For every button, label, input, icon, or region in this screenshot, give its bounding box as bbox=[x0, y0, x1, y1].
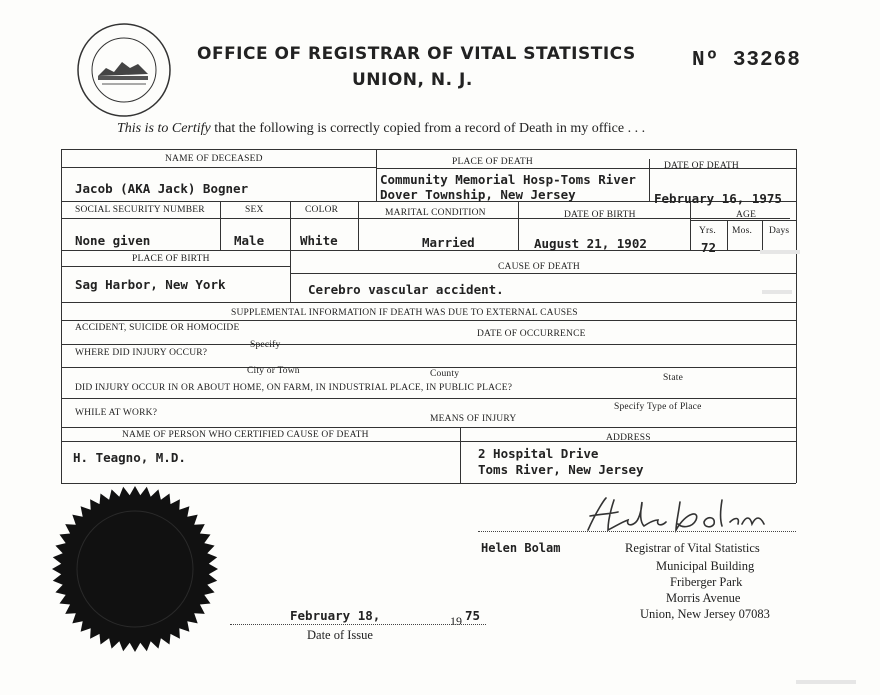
value-sex: Male bbox=[234, 233, 265, 248]
value-ssn: None given bbox=[75, 233, 151, 248]
value-date-of-death: February 16, 1975 bbox=[654, 191, 782, 206]
label-specify-type: Specify Type of Place bbox=[614, 402, 702, 412]
label-supplemental: SUPPLEMENTAL INFORMATION IF DEATH WAS DUE TO EXTERNAL CAUSES bbox=[231, 308, 578, 318]
value-age-yrs: 72 bbox=[701, 240, 717, 255]
registrar-address-3: Morris Avenue bbox=[666, 591, 741, 605]
label-date-of-death: DATE OF DEATH bbox=[664, 161, 739, 171]
label-while-work: WHILE AT WORK? bbox=[75, 408, 158, 418]
issue-century: 19 bbox=[450, 614, 462, 628]
label-place-of-birth: PLACE OF BIRTH bbox=[132, 254, 210, 264]
label-certifier: NAME OF PERSON WHO CERTIFIED CAUSE OF DEATH bbox=[122, 430, 369, 440]
label-date-occurrence: DATE OF OCCURRENCE bbox=[477, 329, 586, 339]
label-social-security: SOCIAL SECURITY NUMBER bbox=[75, 205, 205, 215]
label-days: Days bbox=[769, 226, 790, 236]
label-accident: ACCIDENT, SUICIDE OR HOMOCIDE bbox=[75, 323, 240, 333]
label-color: COLOR bbox=[305, 205, 339, 215]
label-cause-of-death: CAUSE OF DEATH bbox=[498, 262, 580, 272]
number-value: 33268 bbox=[732, 49, 801, 72]
office-location: UNION, N. J. bbox=[352, 70, 473, 90]
value-address-2: Toms River, New Jersey bbox=[478, 462, 644, 477]
label-age: AGE bbox=[736, 210, 757, 220]
label-yrs: Yrs. bbox=[699, 226, 716, 236]
registrar-address-4: Union, New Jersey 07083 bbox=[640, 607, 770, 621]
registrar-signature bbox=[570, 492, 780, 540]
value-address-1: 2 Hospital Drive bbox=[478, 446, 599, 461]
value-place-of-death-2: Dover Township, New Jersey bbox=[380, 187, 576, 202]
certify-statement bbox=[117, 121, 645, 137]
value-cause: Cerebro vascular accident. bbox=[308, 282, 504, 297]
number-prefix: Nº bbox=[692, 49, 720, 72]
value-dob: August 21, 1902 bbox=[534, 236, 647, 251]
label-where-injury: WHERE DID INJURY OCCUR? bbox=[75, 348, 208, 358]
signature-text: Helen Bolam bbox=[570, 539, 576, 540]
value-place-of-death-1: Community Memorial Hosp-Toms River bbox=[380, 172, 636, 187]
label-sex: SEX bbox=[245, 205, 264, 215]
label-did-injury: DID INJURY OCCUR IN OR ABOUT HOME, ON FARM, IN INDUSTRIAL PLACE, IN PUBLIC PLACE? bbox=[75, 383, 513, 393]
value-marital: Married bbox=[422, 235, 475, 250]
embossed-seal bbox=[50, 484, 220, 654]
registrar-title: Registrar of Vital Statistics bbox=[625, 541, 760, 555]
registrar-address-1: Municipal Building bbox=[656, 559, 755, 573]
value-color: White bbox=[300, 233, 338, 248]
value-name: Jacob (AKA Jack) Bogner bbox=[75, 181, 249, 196]
label-date-of-birth: DATE OF BIRTH bbox=[564, 210, 636, 220]
certify-lead: This is to Certify bbox=[117, 121, 211, 136]
label-marital: MARITAL CONDITION bbox=[385, 208, 486, 218]
certify-rest: that the following is correctly copied from a record of Death in my office . . . bbox=[214, 121, 646, 136]
label-city-town: City or Town bbox=[247, 366, 300, 376]
registrar-name: Helen Bolam bbox=[481, 541, 561, 555]
label-specify: Specify bbox=[250, 340, 281, 350]
label-name-of-deceased: NAME OF DECEASED bbox=[165, 154, 263, 164]
township-seal bbox=[76, 22, 172, 118]
value-place-of-birth: Sag Harbor, New York bbox=[75, 277, 226, 292]
label-address: ADDRESS bbox=[606, 433, 651, 443]
label-state: State bbox=[663, 373, 683, 383]
office-title: OFFICE OF REGISTRAR OF VITAL STATISTICS bbox=[197, 44, 636, 64]
registrar-address-2: Friberger Park bbox=[670, 575, 743, 589]
value-certifier: H. Teagno, M.D. bbox=[73, 450, 186, 465]
certificate-number bbox=[692, 49, 801, 72]
label-county: County bbox=[430, 369, 460, 379]
label-means-injury: MEANS OF INJURY bbox=[430, 414, 517, 424]
label-mos: Mos. bbox=[732, 226, 753, 236]
issue-year: 75 bbox=[465, 608, 481, 623]
issue-label: Date of Issue bbox=[307, 628, 373, 642]
label-place-of-death: PLACE OF DEATH bbox=[452, 157, 533, 167]
issue-date: February 18, bbox=[290, 608, 381, 623]
